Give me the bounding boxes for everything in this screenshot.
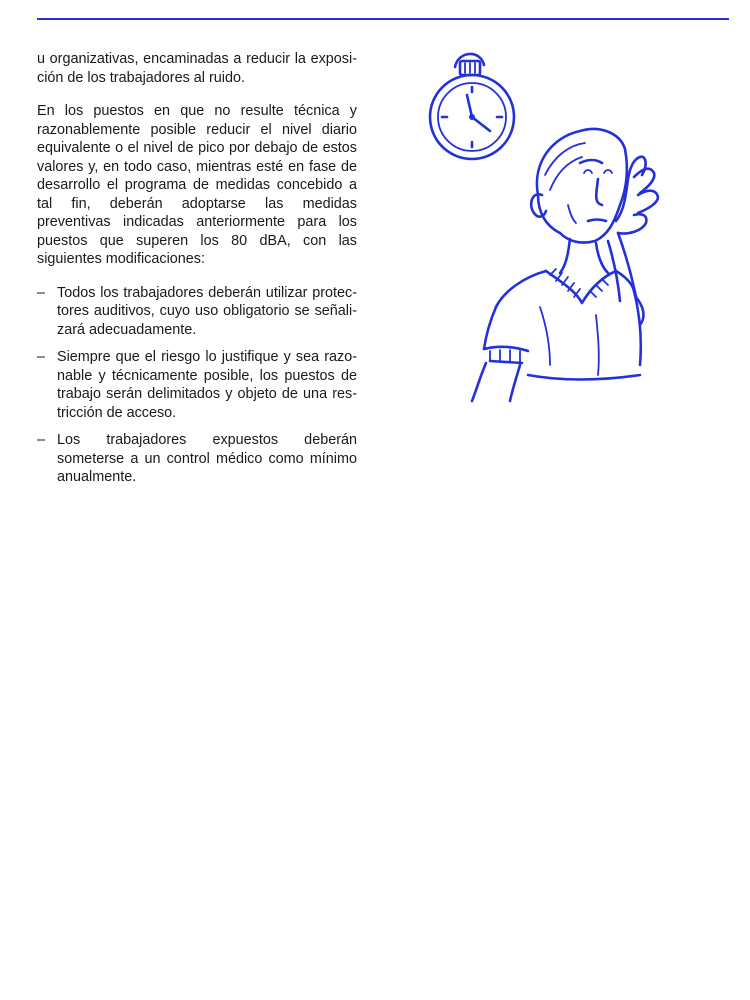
bullet-dash: – xyxy=(37,432,46,448)
paragraph-main: En los puestos en que no resulte técnica y razonablemente posible reducir el nivel diario equivalente o el nivel de pico por debajo de estos valores y, en todo caso, mientras esté en fase de desarrollo el programa de medidas concebido a tal fin, deberán adoptarse las medidas preventivas indicadas anteriormente para los puestos que superen los 80 dBA, con las siguientes modificaciones: xyxy=(37,103,357,267)
body-text-column xyxy=(37,50,357,496)
list-item-text: Los trabajadores expuestos deberán someterse a un control médico como mínimo anualmente. xyxy=(57,432,357,485)
paragraph-continuation: u organizativas, encaminadas a reducir la exposición de los trabajadores al ruido. xyxy=(37,51,357,86)
list-item xyxy=(37,431,357,487)
illustration-man-listening xyxy=(420,45,750,410)
measures-list xyxy=(37,284,357,487)
list-item xyxy=(37,284,357,340)
list-item xyxy=(37,348,357,422)
bullet-dash: – xyxy=(37,349,46,365)
header-rule xyxy=(37,18,729,20)
bullet-dash: – xyxy=(37,284,46,301)
stopwatch-icon xyxy=(430,54,514,159)
list-item-text: Todos los trabajadores deberán utilizar protectores auditivos, cuyo uso obligatorio se señalizará adecuadamente. xyxy=(57,284,357,338)
man-figure xyxy=(472,129,658,401)
list-item-text: Siempre que el riesgo lo justifique y sea razonable y técnicamente posible, los puestos de trabajo serán delimitados y objeto de una restricción de acceso. xyxy=(57,349,357,421)
